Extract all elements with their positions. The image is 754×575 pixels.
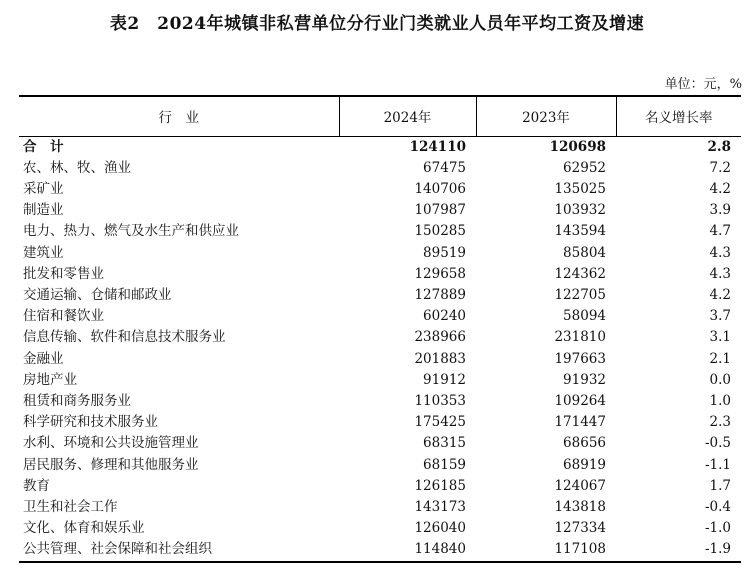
table-row bbox=[19, 497, 741, 518]
value-2023: 109264 bbox=[554, 392, 606, 409]
value-2024: 129658 bbox=[414, 265, 466, 282]
total-growth: 2.8 bbox=[707, 138, 731, 155]
total-2024: 124110 bbox=[409, 138, 466, 155]
industry-name: 制造业 bbox=[23, 202, 64, 219]
header-growth: 名义增长率 bbox=[616, 96, 741, 136]
header-2024: 2024年 bbox=[339, 96, 476, 136]
value-2023: 124067 bbox=[554, 477, 606, 494]
industry-name: 租赁和商务服务业 bbox=[23, 392, 131, 409]
value-2024: 238966 bbox=[414, 329, 466, 346]
value-2023: 135025 bbox=[554, 180, 606, 197]
value-2023: 62952 bbox=[563, 159, 606, 176]
value-2023: 117108 bbox=[476, 539, 616, 561]
table-row bbox=[19, 243, 741, 264]
value-2024: 68315 bbox=[423, 435, 466, 452]
table-row bbox=[19, 455, 741, 476]
industry-name: 住宿和餐饮业 bbox=[23, 308, 104, 325]
growth-rate: 4.2 bbox=[709, 180, 731, 197]
growth-rate: 4.3 bbox=[709, 265, 731, 282]
table-row bbox=[19, 539, 741, 561]
table-row bbox=[19, 158, 741, 179]
industry-name: 教育 bbox=[23, 477, 50, 494]
table-row bbox=[19, 264, 741, 285]
value-2024: 201883 bbox=[414, 350, 466, 367]
industry-name: 水利、环境和公共设施管理业 bbox=[23, 435, 199, 452]
growth-rate: -1.1 bbox=[704, 456, 731, 473]
value-2023: 68656 bbox=[563, 435, 606, 452]
value-2024: 60240 bbox=[423, 308, 466, 325]
growth-rate: 3.9 bbox=[709, 202, 731, 219]
value-2023: 85804 bbox=[563, 244, 606, 261]
table-row bbox=[19, 391, 741, 412]
header-row bbox=[19, 96, 741, 136]
table-header bbox=[19, 96, 741, 136]
value-2024: 127889 bbox=[414, 286, 466, 303]
industry-name: 电力、热力、燃气及水生产和供应业 bbox=[23, 223, 239, 240]
value-2024: 126040 bbox=[414, 520, 466, 537]
table-row bbox=[19, 518, 741, 539]
value-2023: 91932 bbox=[563, 371, 606, 388]
growth-rate: 1.0 bbox=[709, 392, 731, 409]
value-2023: 124362 bbox=[554, 265, 606, 282]
table-body bbox=[19, 136, 741, 562]
industry-name: 建筑业 bbox=[23, 244, 64, 261]
value-2023: 103932 bbox=[554, 202, 606, 219]
value-2023: 127334 bbox=[554, 520, 606, 537]
industry-name: 卫生和社会工作 bbox=[23, 498, 118, 515]
industry-name: 信息传输、软件和信息技术服务业 bbox=[23, 329, 226, 346]
industry-name: 农、林、牧、渔业 bbox=[23, 159, 131, 176]
value-2024: 150285 bbox=[414, 223, 466, 240]
growth-rate: 7.2 bbox=[709, 159, 731, 176]
industry-name: 批发和零售业 bbox=[23, 265, 104, 282]
table-row bbox=[19, 221, 741, 242]
table-row bbox=[19, 306, 741, 327]
industry-name: 交通运输、仓储和邮政业 bbox=[23, 286, 172, 303]
table-row bbox=[19, 412, 741, 433]
value-2024: 126185 bbox=[414, 477, 466, 494]
industry-name: 居民服务、修理和其他服务业 bbox=[23, 456, 199, 473]
value-2024: 67475 bbox=[423, 159, 466, 176]
growth-rate: 4.3 bbox=[709, 244, 731, 261]
header-industry: 行 业 bbox=[19, 96, 339, 136]
growth-rate: 4.7 bbox=[709, 223, 731, 240]
total-label: 合 计 bbox=[23, 138, 64, 155]
table-row bbox=[19, 433, 741, 454]
growth-rate: 4.2 bbox=[709, 286, 731, 303]
growth-rate: 2.3 bbox=[709, 414, 731, 431]
table-row bbox=[19, 349, 741, 370]
value-2023: 197663 bbox=[554, 350, 606, 367]
value-2023: 58094 bbox=[563, 308, 606, 325]
growth-rate: 0.0 bbox=[709, 371, 731, 388]
growth-rate: -1.0 bbox=[704, 520, 731, 537]
growth-rate: 1.7 bbox=[709, 477, 731, 494]
industry-name: 科学研究和技术服务业 bbox=[23, 414, 158, 431]
value-2023: 122705 bbox=[554, 286, 606, 303]
industry-name: 公共管理、社会保障和社会组织 bbox=[19, 539, 339, 561]
value-2023: 171447 bbox=[554, 414, 606, 431]
growth-rate: 3.7 bbox=[709, 308, 731, 325]
value-2024: 68159 bbox=[423, 456, 466, 473]
value-2024: 143173 bbox=[414, 498, 466, 515]
table-row bbox=[19, 200, 741, 221]
growth-rate: -0.5 bbox=[704, 435, 731, 452]
table-row bbox=[19, 370, 741, 391]
industry-name: 金融业 bbox=[23, 350, 64, 367]
wage-table bbox=[19, 95, 741, 563]
industry-name: 文化、体育和娱乐业 bbox=[23, 520, 145, 537]
industry-name: 房地产业 bbox=[23, 371, 77, 388]
industry-name: 采矿业 bbox=[23, 180, 64, 197]
growth-rate: -0.4 bbox=[704, 498, 731, 515]
value-2023: 231810 bbox=[554, 329, 606, 346]
table-row bbox=[19, 285, 741, 306]
value-2023: 68919 bbox=[563, 456, 606, 473]
value-2023: 143594 bbox=[554, 223, 606, 240]
table-row bbox=[19, 327, 741, 348]
unit-note: 单位：元，% bbox=[664, 77, 742, 92]
growth-rate: 2.1 bbox=[709, 350, 731, 367]
value-2024: 110353 bbox=[414, 392, 466, 409]
value-2024: 140706 bbox=[414, 180, 466, 197]
table-row bbox=[19, 179, 741, 200]
table-title: 表2 2024年城镇非私营单位分行业门类就业人员年平均工资及增速 bbox=[109, 14, 645, 34]
value-2024: 107987 bbox=[414, 202, 466, 219]
total-2023: 120698 bbox=[549, 138, 606, 155]
total-row bbox=[19, 136, 741, 158]
header-2023: 2023年 bbox=[476, 96, 616, 136]
growth-rate: 3.1 bbox=[709, 329, 731, 346]
value-2023: 143818 bbox=[554, 498, 606, 515]
growth-rate: -1.9 bbox=[616, 539, 741, 561]
table-row bbox=[19, 476, 741, 497]
value-2024: 175425 bbox=[414, 414, 466, 431]
value-2024: 91912 bbox=[423, 371, 466, 388]
value-2024: 114840 bbox=[339, 539, 476, 561]
value-2024: 89519 bbox=[423, 244, 466, 261]
